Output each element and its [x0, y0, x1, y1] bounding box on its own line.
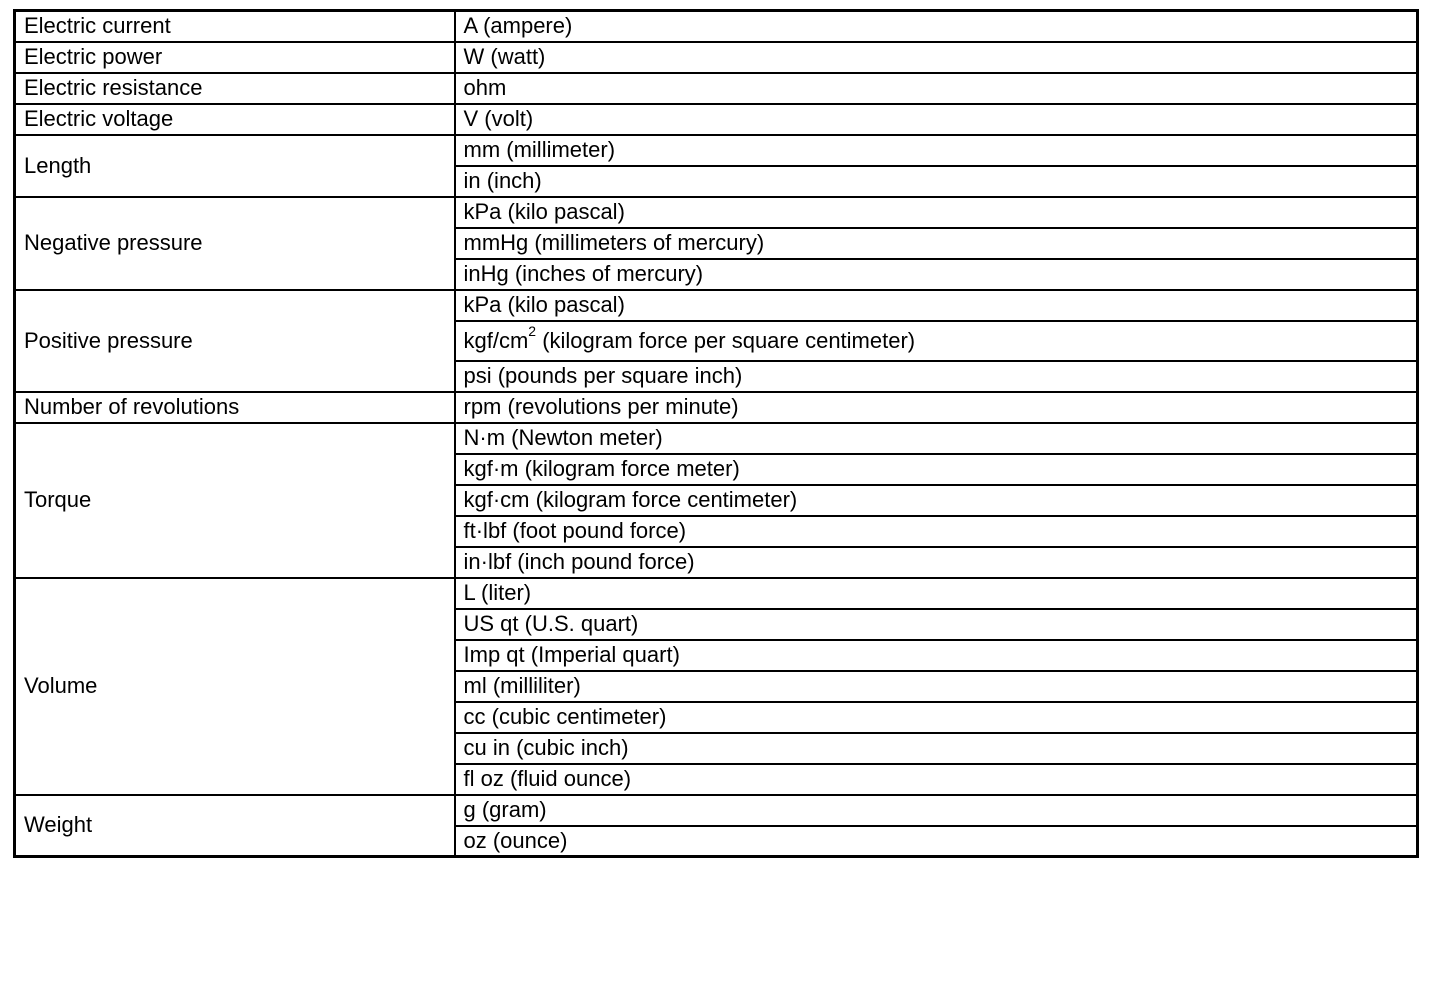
table-row	[15, 392, 1418, 423]
quantity-cell: Positive pressure	[15, 290, 455, 392]
unit-cell: psi (pounds per square inch)	[455, 361, 1418, 392]
unit-cell: kPa (kilo pascal)	[455, 290, 1418, 321]
quantity-cell: Length	[15, 135, 455, 197]
quantity-cell: Negative pressure	[15, 197, 455, 290]
unit-cell: Imp qt (Imperial quart)	[455, 640, 1418, 671]
unit-cell: W (watt)	[455, 42, 1418, 73]
unit-cell: ohm	[455, 73, 1418, 104]
quantity-cell: Electric voltage	[15, 104, 455, 135]
superscript-exponent: 2	[528, 323, 537, 340]
table-row	[15, 197, 1418, 228]
unit-cell: kgf·m (kilogram force meter)	[455, 454, 1418, 485]
unit-cell: cu in (cubic inch)	[455, 733, 1418, 764]
table-row	[15, 104, 1418, 135]
table-row	[15, 423, 1418, 454]
unit-cell: L (liter)	[455, 578, 1418, 609]
table-row	[15, 290, 1418, 321]
unit-cell: kgf·cm (kilogram force centimeter)	[455, 485, 1418, 516]
units-table	[13, 9, 1419, 858]
unit-cell: cc (cubic centimeter)	[455, 702, 1418, 733]
unit-cell: US qt (U.S. quart)	[455, 609, 1418, 640]
unit-cell: ft·lbf (foot pound force)	[455, 516, 1418, 547]
unit-cell: oz (ounce)	[455, 826, 1418, 857]
table-row	[15, 578, 1418, 609]
unit-cell: ml (milliliter)	[455, 671, 1418, 702]
unit-cell: in (inch)	[455, 166, 1418, 197]
unit-cell: in·lbf (inch pound force)	[455, 547, 1418, 578]
quantity-cell: Electric resistance	[15, 73, 455, 104]
table-row	[15, 73, 1418, 104]
unit-cell: g (gram)	[455, 795, 1418, 826]
table-row	[15, 42, 1418, 73]
table-row	[15, 11, 1418, 42]
unit-cell: V (volt)	[455, 104, 1418, 135]
table-row	[15, 795, 1418, 826]
unit-cell: A (ampere)	[455, 11, 1418, 42]
table-row	[15, 135, 1418, 166]
unit-text: kgf/cm	[463, 327, 529, 353]
quantity-cell: Weight	[15, 795, 455, 857]
quantity-cell: Torque	[15, 423, 455, 578]
unit-cell: rpm (revolutions per minute)	[455, 392, 1418, 423]
unit-cell: mmHg (millimeters of mercury)	[455, 228, 1418, 259]
unit-cell	[455, 321, 1418, 361]
quantity-cell: Number of revolutions	[15, 392, 455, 423]
unit-text: (kilogram force per square centimeter)	[536, 327, 916, 353]
unit-cell: N·m (Newton meter)	[455, 423, 1418, 454]
quantity-cell: Volume	[15, 578, 455, 795]
unit-cell: mm (millimeter)	[455, 135, 1418, 166]
unit-cell: kPa (kilo pascal)	[455, 197, 1418, 228]
unit-cell: fl oz (fluid ounce)	[455, 764, 1418, 795]
unit-cell: inHg (inches of mercury)	[455, 259, 1418, 290]
quantity-cell: Electric current	[15, 11, 455, 42]
quantity-cell: Electric power	[15, 42, 455, 73]
